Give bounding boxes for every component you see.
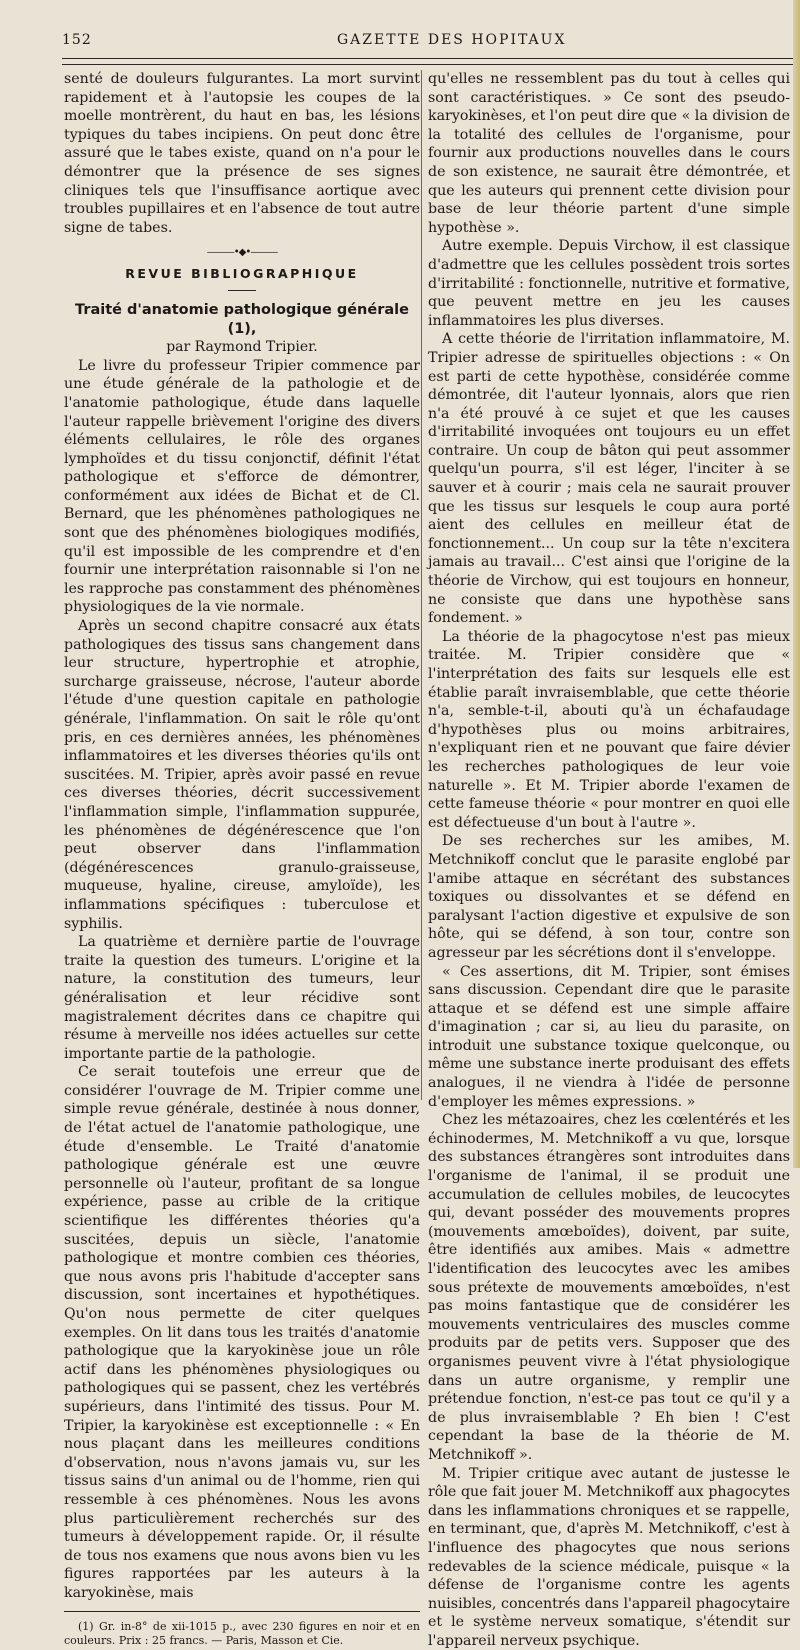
ornament-divider: ———•◆•——— [206,247,278,259]
section-title: REVUE BIBLIOGRAPHIQUE [125,266,359,282]
paragraph: Autre exemple. Depuis Virchow, il est classique d'admettre que les cellules possèdent trois sortes d'irritabilité : fonctionnelle, nutritive et formative, que peuvent mettre en jeu les causes inflammatoires les plus diverses. [428,238,790,329]
paragraph-intro: senté de douleurs fulgurantes. La mort survint rapidement et à l'autopsie les coupes de la moelle montrèrent, du haut en bas, les lésions typiques du tabes incipiens. On peut donc être assuré que le tabes existe, quand on n'a pour le démontrer que la présence de ses signes cliniques tels que l'insuffisance aortique avec troubles pupillaires et en l'absence de tout autre signe de tabes. [64,71,420,236]
paragraph: M. Tripier critique avec autant de justesse le rôle que fait jouer M. Metchnikoff aux phagocytes dans les inflammations chroniques et se rappelle, en terminant, que, d'après M. Metchnikoff, c'est à l'influence des phagocytes que nous serions redevables de la science médicale, puisque « la défense de l'organisme contre les agents nuisibles, concentrés dans l'appareil phagocytaire et le système nerveux somatique, s'étendit sur l'appareil nerveux psychique. [428,1465,790,1649]
column-divider [421,70,422,1100]
right-column [428,70,790,1650]
page-edge [793,0,800,1168]
page-header [62,30,792,52]
paragraph: « Ces assertions, dit M. Tripier, sont émises sans discussion. Cependant dire que le parasite attaque et se défend est une simple affaire d'imagination ; car si, au lieu du parasite, on introduit une substance toxique quelconque, ou même une substance inerte produisant des effets analogues, il ne viendra à l'idée de personne d'employer les mêmes expressions. » [428,963,790,1110]
paragraph: La quatrième et dernière partie de l'ouvrage traite la question des tumeurs. L'origine et la nature, la constitution des tumeurs, leur généralisation et leur récidive sont magistralement décrites dans ce chapitre qui résume à merveille nos idées actuelles sur cette importante partie de la pathologie. [64,934,420,1062]
paragraph: Après un second chapitre consacré aux états pathologiques des tissus sans changement dans leur structure, hypertrophie et atrophie, surcharge graisseuse, nécrose, l'auteur aborde l'étude d'une question capitale en pathologie générale, l'inflammation. On sait le rôle qu'ont pris, en ces dernières années, les phénomènes inflammatoires et les diverses théories qu'ils ont suscitées. M. Tripier, après avoir passé en revue ces diverses théories, décrit successivement l'inflammation simple, l'inflammation suppurée, les phénomènes de dégénérescence que l'on peut observer dans l'inflammation (dégénérescences granulo-graisseuse, muqueuse, hyaline, cireuse, amyloïde), les inflammations spécifiques : tuberculose et syphilis. [64,618,420,932]
book-author: par Raymond Tripier. [166,339,318,356]
left-column [64,70,420,1648]
book-title: Traité d'anatomie pathologique générale (1), [75,301,409,337]
paragraph: Le livre du professeur Tripier commence par une étude générale de la pathologie et de l'anatomie pathologique, étude dans laquelle l'auteur rappelle brièvement l'origine des divers éléments cellulaires, le rôle des organes lymphoïdes et du tissu conjonctif, définit l'état pathologique et s'efforce de démontrer, conformément aux idées de Bichat et de Cl. Bernard, que les phénomènes pathologiques ne sont que des phénomènes biologiques modifiés, qu'il est impossible de les comprendre et d'en fournir une interprétation raisonnable si l'on ne les rapproche pas constamment des phénomènes physiologiques de la vie normale. [64,357,420,616]
paragraph: Chez les métazoaires, chez les cœlentérés et les échinodermes, M. Metchnikoff a vu que, lorsque des substances étrangères sont introduites dans l'organisme de l'animal, il se produit une accumulation de cellules mobiles, de leucocytes qui, devant posséder des mouvements propres (mouvements amœboïdes), doivent, par suite, être identifiés aux amibes. Mais « admettre l'identification des leucocytes avec les amibes sous prétexte de mouvements amœboïdes, n'est pas moins fantastique que de considérer les mouvements ventriculaires des muscles comme produits par de petits vers. Supposer que des organismes peuvent vivre à l'état physiologique dans un autre organisme, y remplir une prétendue fonction, n'est-ce pas tout ce qu'il y a de plus invraisemblable ? Eh bien ! C'est cependant la base de la théorie de M. Metchnikoff ». [428,1112,790,1463]
footnote-rule [64,1611,420,1612]
section-rule [228,290,256,291]
paragraph: La théorie de la phagocytose n'est pas mieux traitée. M. Tripier considère que « l'interprétation des faits sur lesquels elle est établie paraît invraisemblable, que cette théorie n'a, semble-t-il, abouti qu'à un échafaudage d'hypothèses plus ou moins arbitraires, n'expliquant rien et ne pouvant que faire dévier les recherches pathologiques de leur voie naturelle ». Et M. Tripier aborde l'examen de cette fameuse théorie « pour montrer en quoi elle est défectueuse d'un bout à l'autre ». [428,628,790,831]
page-number: 152 [62,32,92,48]
footnote: (1) Gr. in-8° de xii-1015 p., avec 230 figures en noir et en couleurs. Prix : 25 francs. — Paris, Masson et Cie. [64,1619,420,1647]
paragraph: qu'elles ne ressemblent pas du tout à celles qui sont caractéristiques. » Ce sont des pseudo-karyokinèses, et l'on peut dire que « la division de la totalité des cellules de l'organisme, pour fournir aux productions nouvelles dans le cours de son existence, ne saurait être démontrée, et que les auteurs qui prennent cette division pour base de leur théorie partent d'une simple hypothèse ». [428,71,790,236]
running-title: GAZETTE DES HOPITAUX [337,32,567,48]
paragraph: De ses recherches sur les amibes, M. Metchnikoff conclut que le parasite englobé par l'amibe attaque en sécrétant des substances toxiques ou dissolvantes et se défend en paralysant l'action digestive et expulsive de son hôte, qui se défend, à son tour, contre son agresseur par les sécrétions dont il s'enveloppe. [428,833,790,961]
paragraph: Ce serait toutefois une erreur que de considérer l'ouvrage de M. Tripier comme une simple revue générale, destinée à nous donner, de l'état actuel de l'anatomie pathologique, une étude d'ensemble. Le Traité d'anatomie pathologique générale est une œuvre personnelle où l'auteur, profitant de sa longue expérience, passe au crible de la critique scientifique les différentes théories qu'a suscitées, depuis un siècle, l'anatomie pathologique et montre combien ces théories, que nous avons pris l'habitude d'accepter sans discussion, sont incertaines et hypothétiques. Qu'on nous permette de citer quelques exemples. On lit dans tous les traités d'anatomie pathologique que la karyokinèse joue un rôle actif dans les phénomènes physiologiques ou pathologiques qui se passent, chez les vertébrés supérieurs, dans l'intimité des tissus. Pour M. Tripier, la karyokinèse est exceptionnelle : « En nous plaçant dans les meilleures conditions d'observation, nous n'avons jamais vu, sur les tissus sains d'un animal ou de l'homme, rien qui ressemble à ces phénomènes. Nous les avons plus particulièrement recherchés sur des tumeurs à développement rapide. Or, il résulte de tous nos examens que nous avons bien vu les figures rapportées par les auteurs à la karyokinèse, mais [64,1064,420,1601]
header-rule [62,58,794,65]
paragraph: A cette théorie de l'irritation inflammatoire, M. Tripier adresse de spirituelles objections : « On est parti de cette hypothèse, considérée comme démontrée, dit l'auteur lyonnais, alors que rien n'a été prouvé à ce sujet et que les causes d'irritabilité invoquées ont toujours eu un effet contraire. Un coup de bâton qui peut assommer quelqu'un pourra, s'il est léger, l'inciter à se sauver et à courir ; mais cela ne saurait prouver que les tissus sur lesquels le coup aura porté aient des cellules en meilleur état de fonctionnement... Un coup sur la tête n'excitera jamais au travail... C'est ainsi que l'origine de la théorie de Virchow, qui est toujours en honneur, ne consiste que dans une hypothèse sans fondement. » [428,331,790,627]
